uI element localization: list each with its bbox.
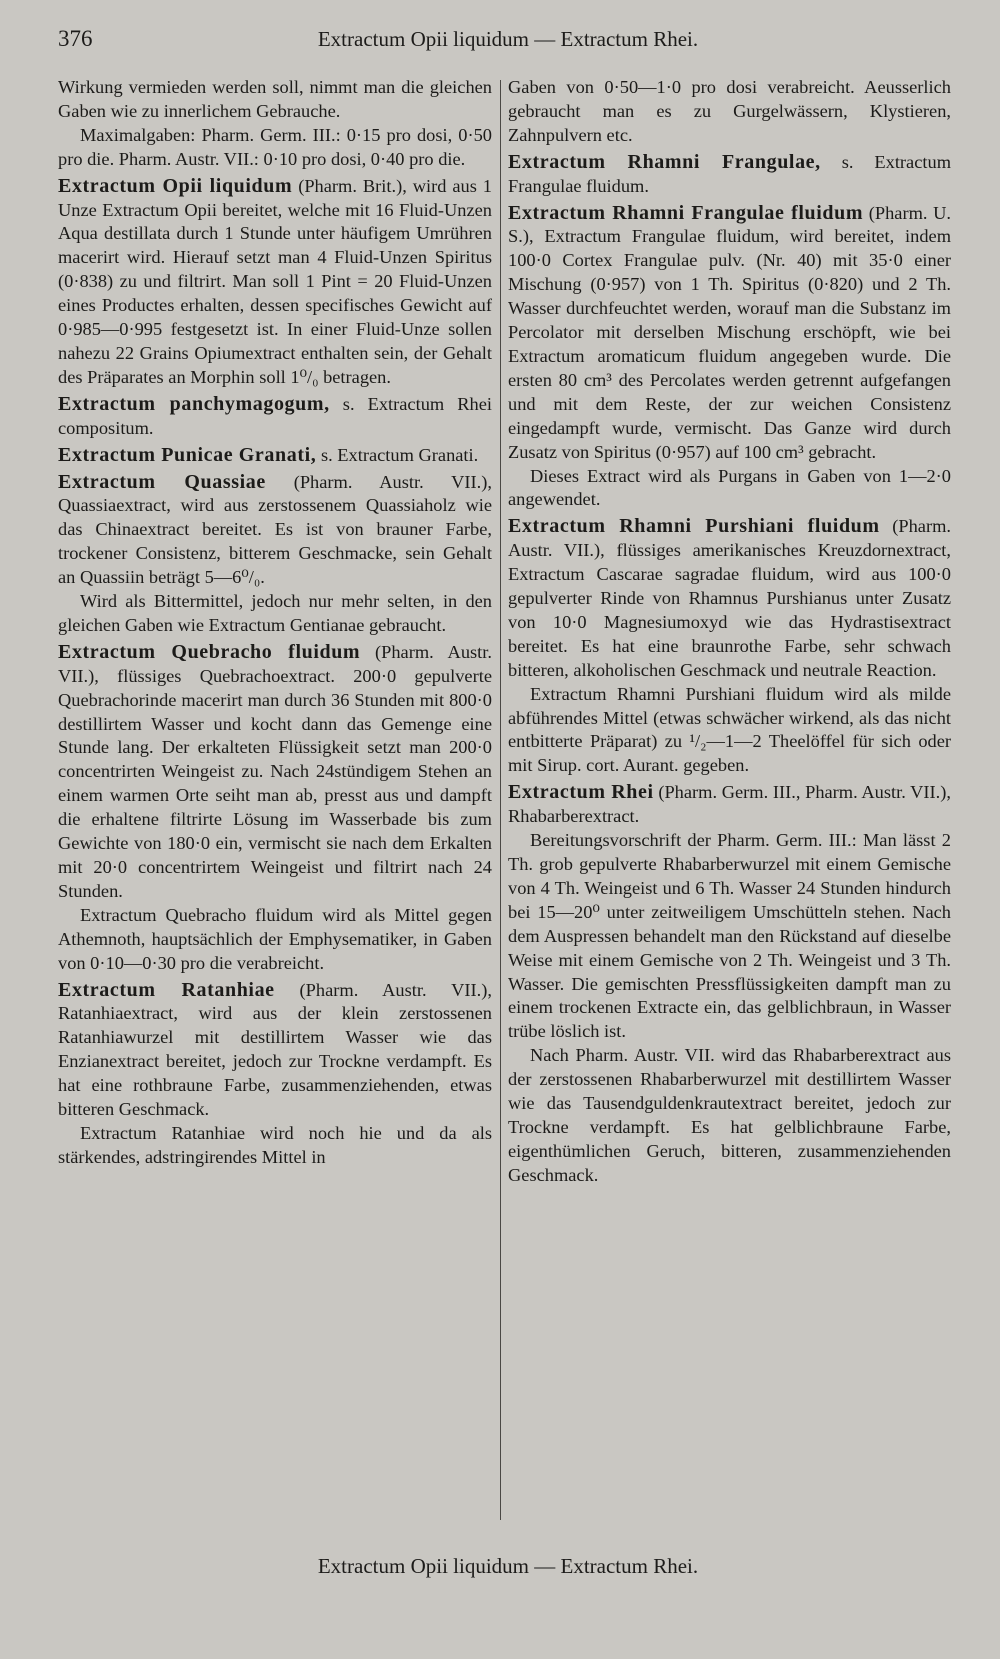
page-number: 376 [58, 26, 93, 51]
entry-text: Extractum Rhamni Purshiani fluidum wird als milde abführendes Mittel (etwas schwächer wirkend, als das nicht entbitterte Präparat) zu ¹/₂—1—2 Theelöffel für sich oder mit Sirup. cort. Aurant. gegeben. [508, 683, 951, 776]
paragraph [58, 76, 492, 124]
entry-text: Gaben von 0·50—1·0 pro dosi verabreicht. Aeusserlich gebraucht man es zu Gurgelwässern, Klystieren, Zahnpulvern etc. [508, 77, 951, 145]
running-title: Extractum Opii liquidum — Extractum Rhei. [317, 27, 699, 51]
entry-headword: Extractum Ratanhiae [58, 978, 275, 1001]
entry-text: Extractum Quebracho fluidum wird als Mittel gegen Athemnoth, hauptsächlich der Emphysematiker, in Gaben von 0·10—0·30 pro die verabreicht. [58, 904, 492, 973]
entry-text: (Pharm. U. S.), Extractum Frangulae fluidum, wird bereitet, indem 100·0 Cortex Frangulae pulv. (Nr. 40) mit 35·0 einer Mischung (0·957) von 1 Th. Spiritus (0·820) und 2 Th. Wasser durchfeuchtet werden, worauf man die Substanz im Percolator mit derselben Mischung erschöpft, wie bei Extractum aromaticum fluidum angegeben wurde. Die ersten 80 cm³ des Percolates werden getrennt aufgefangen und mit dem Reste, der zur weichen Consistenz eingedampft wurde, vermischt. Das Ganze wird durch Zusatz von Spiritus (0·957) auf 100 cm³ gebracht. [508, 202, 951, 462]
entry-text: s. Extractum Frangulae fluidum. [508, 151, 951, 196]
page-header [58, 22, 958, 56]
dictionary-entry [58, 471, 492, 591]
paragraph [58, 590, 492, 638]
entry-text: Wirkung vermieden werden soll, nimmt man die gleichen Gaben wie zu innerlichem Gebrauche. [58, 77, 492, 121]
dictionary-entry [58, 979, 492, 1122]
entry-headword: Extractum Rhei [508, 781, 654, 804]
dictionary-entry [508, 515, 951, 682]
dictionary-entry [508, 202, 951, 465]
dictionary-entry [508, 151, 951, 199]
dictionary-entry [58, 444, 492, 468]
entry-text: s. Extractum Rhei compositum. [58, 393, 492, 438]
entry-text: Dieses Extract wird als Purgans in Gaben von 1—2·0 angewendet. [508, 465, 951, 510]
entry-headword: Extractum Quebracho fluidum [58, 640, 361, 663]
entry-headword: Extractum Punicae Granati, [58, 443, 317, 466]
paragraph [508, 76, 951, 148]
dictionary-entry [58, 641, 492, 904]
entry-text: Bereitungsvorschrift der Pharm. Germ. III.: Man lässt 2 Th. grob gepulverte Rhabarberwurzel mit einem Gemische von 4 Th. Weingeist und 6 Th. Wasser 24 Stunden hindurch bei 15—20⁰ unter zeitweiligem Umschütteln stehen. Nach dem Auspressen behandelt man den Rückstand auf dieselbe Weise mit einem Gemische von 2 Th. Weingeist und 3 Th. Wasser. Die gemischten Pressflüssigkeiten dampft man zu einem trockenen Extracte ein, das gelblichbraun, in Wasser trübe löslich ist. [508, 830, 951, 1042]
paragraph [508, 465, 951, 513]
entry-text: Extractum Ratanhiae wird noch hie und da als stärkendes, adstringirendes Mittel in [58, 1122, 492, 1167]
dictionary-entry [508, 781, 951, 829]
dictionary-entry [58, 175, 492, 390]
entry-text: (Pharm. Germ. III., Pharm. Austr. VII.), Rhabarberextract. [508, 782, 951, 827]
right-column [508, 76, 951, 1526]
entry-headword: Extractum Opii liquidum [58, 174, 293, 197]
entry-headword: Extractum Rhamni Frangulae, [508, 150, 821, 173]
entry-text: Wird als Bittermittel, jedoch nur mehr selten, in den gleichen Gaben wie Extractum Gentianae gebraucht. [58, 591, 492, 635]
entry-headword: Extractum Quassiae [58, 470, 266, 493]
paragraph [58, 1122, 492, 1170]
column-divider [500, 80, 501, 1520]
entry-text: (Pharm. Austr. VII.), flüssiges amerikanisches Kreuzdornextract, Extractum Cascarae sagradae fluidum, wird aus 100·0 gepulverter Rinde von Rhamnus Purshianus unter Zusatz von 10·0 Magnesiumoxyd wie das Hydrastisextract bereitet. Es hat eine braunrothe Farbe, sehr schwach bitteren, alkoholischen Geschmack und neutrale Reaction. [508, 516, 951, 680]
entry-text: (Pharm. Austr. VII.), flüssiges Quebrachoextract. 200·0 gepulverte Quebrachorinde macerirt man durch 36 Stunden mit 800·0 destillirtem Wasser und kocht dann das Gemenge eine Stunde lang. Der erkalteten Flüssigkeit setzt man 200·0 concentrirten Weingeist zu. Nach 24stündigem Stehen an einem warmen Orte seiht man ab, presst aus und dampft die erhaltene filtrirte Lösung im Wasserbade bis zum Gewichte von 180·0 ein, vermischt sie nach dem Erkalten mit 20·0 concentrirtem Weingeist und filtrirt nach 24 Stunden. [58, 641, 492, 901]
entry-text: (Pharm. Brit.), wird aus 1 Unze Extractum Opii bereitet, welche mit 16 Fluid-Unzen Aqua destillata durch 1 Stunde unter häufigem Umrühren macerirt wird. Hierauf setzt man 4 Fluid-Unzen Spiritus (0·838) zu und filtrirt. Man soll 1 Pint = 20 Fluid-Unzen eines Productes erhalten, dessen specifisches Gewicht auf 0·985—0·995 festgesetzt ist. In einer Fluid-Unze sollen nahezu 22 Grains Opiumextract enthalten sein, der Gehalt des Präparates an Morphin soll 1⁰/₀ betragen. [58, 175, 492, 387]
entry-text: Nach Pharm. Austr. VII. wird das Rhabarberextract aus der zerstossenen Rhabarberwurzel mit destillirtem Wasser wie das Tausendguldenkrautextract bereitet, jedoch zur Trockne verdampft. Es hat gelblichbraune Farbe, eigenthümlichen Geruch, bitteren, zusammenziehenden Geschmack. [508, 1045, 951, 1185]
paragraph [508, 829, 951, 1044]
paragraph [508, 683, 951, 779]
dictionary-entry [58, 393, 492, 441]
page-footer: Extractum Opii liquidum — Extractum Rhei. [317, 1554, 699, 1578]
paragraph [58, 124, 492, 172]
entry-text: s. Extractum Granati. [316, 444, 479, 465]
left-column [58, 76, 492, 1526]
entry-headword: Extractum Rhamni Purshiani fluidum [508, 515, 880, 538]
paragraph [508, 1044, 951, 1187]
paragraph [58, 904, 492, 976]
entry-text: (Pharm. Austr. VII.), Quassiaextract, wird aus zerstossenem Quassiaholz wie das Chinaextract bereitet. Es ist von brauner Farbe, trockener Consistenz, bitterem Geschmacke, sein Gehalt an Quassiin beträgt 5—6⁰/₀. [58, 471, 492, 588]
entry-headword: Extractum panchymagogum, [58, 392, 330, 415]
entry-text: (Pharm. Austr. VII.), Ratanhiaextract, wird aus der klein zerstossenen Ratanhiawurzel mit destillirtem Wasser wie das Enzianextract bereitet, jedoch zur Trockne verdampft. Es hat eine rothbraune Farbe, zusammenziehenden, etwas bitteren Geschmack. [58, 979, 492, 1120]
entry-text: Maximalgaben: Pharm. Germ. III.: 0·15 pro dosi, 0·50 pro die. Pharm. Austr. VII.: 0·10 pro dosi, 0·40 pro die. [58, 124, 492, 169]
entry-headword: Extractum Rhamni Frangulae fluidum [508, 201, 864, 224]
